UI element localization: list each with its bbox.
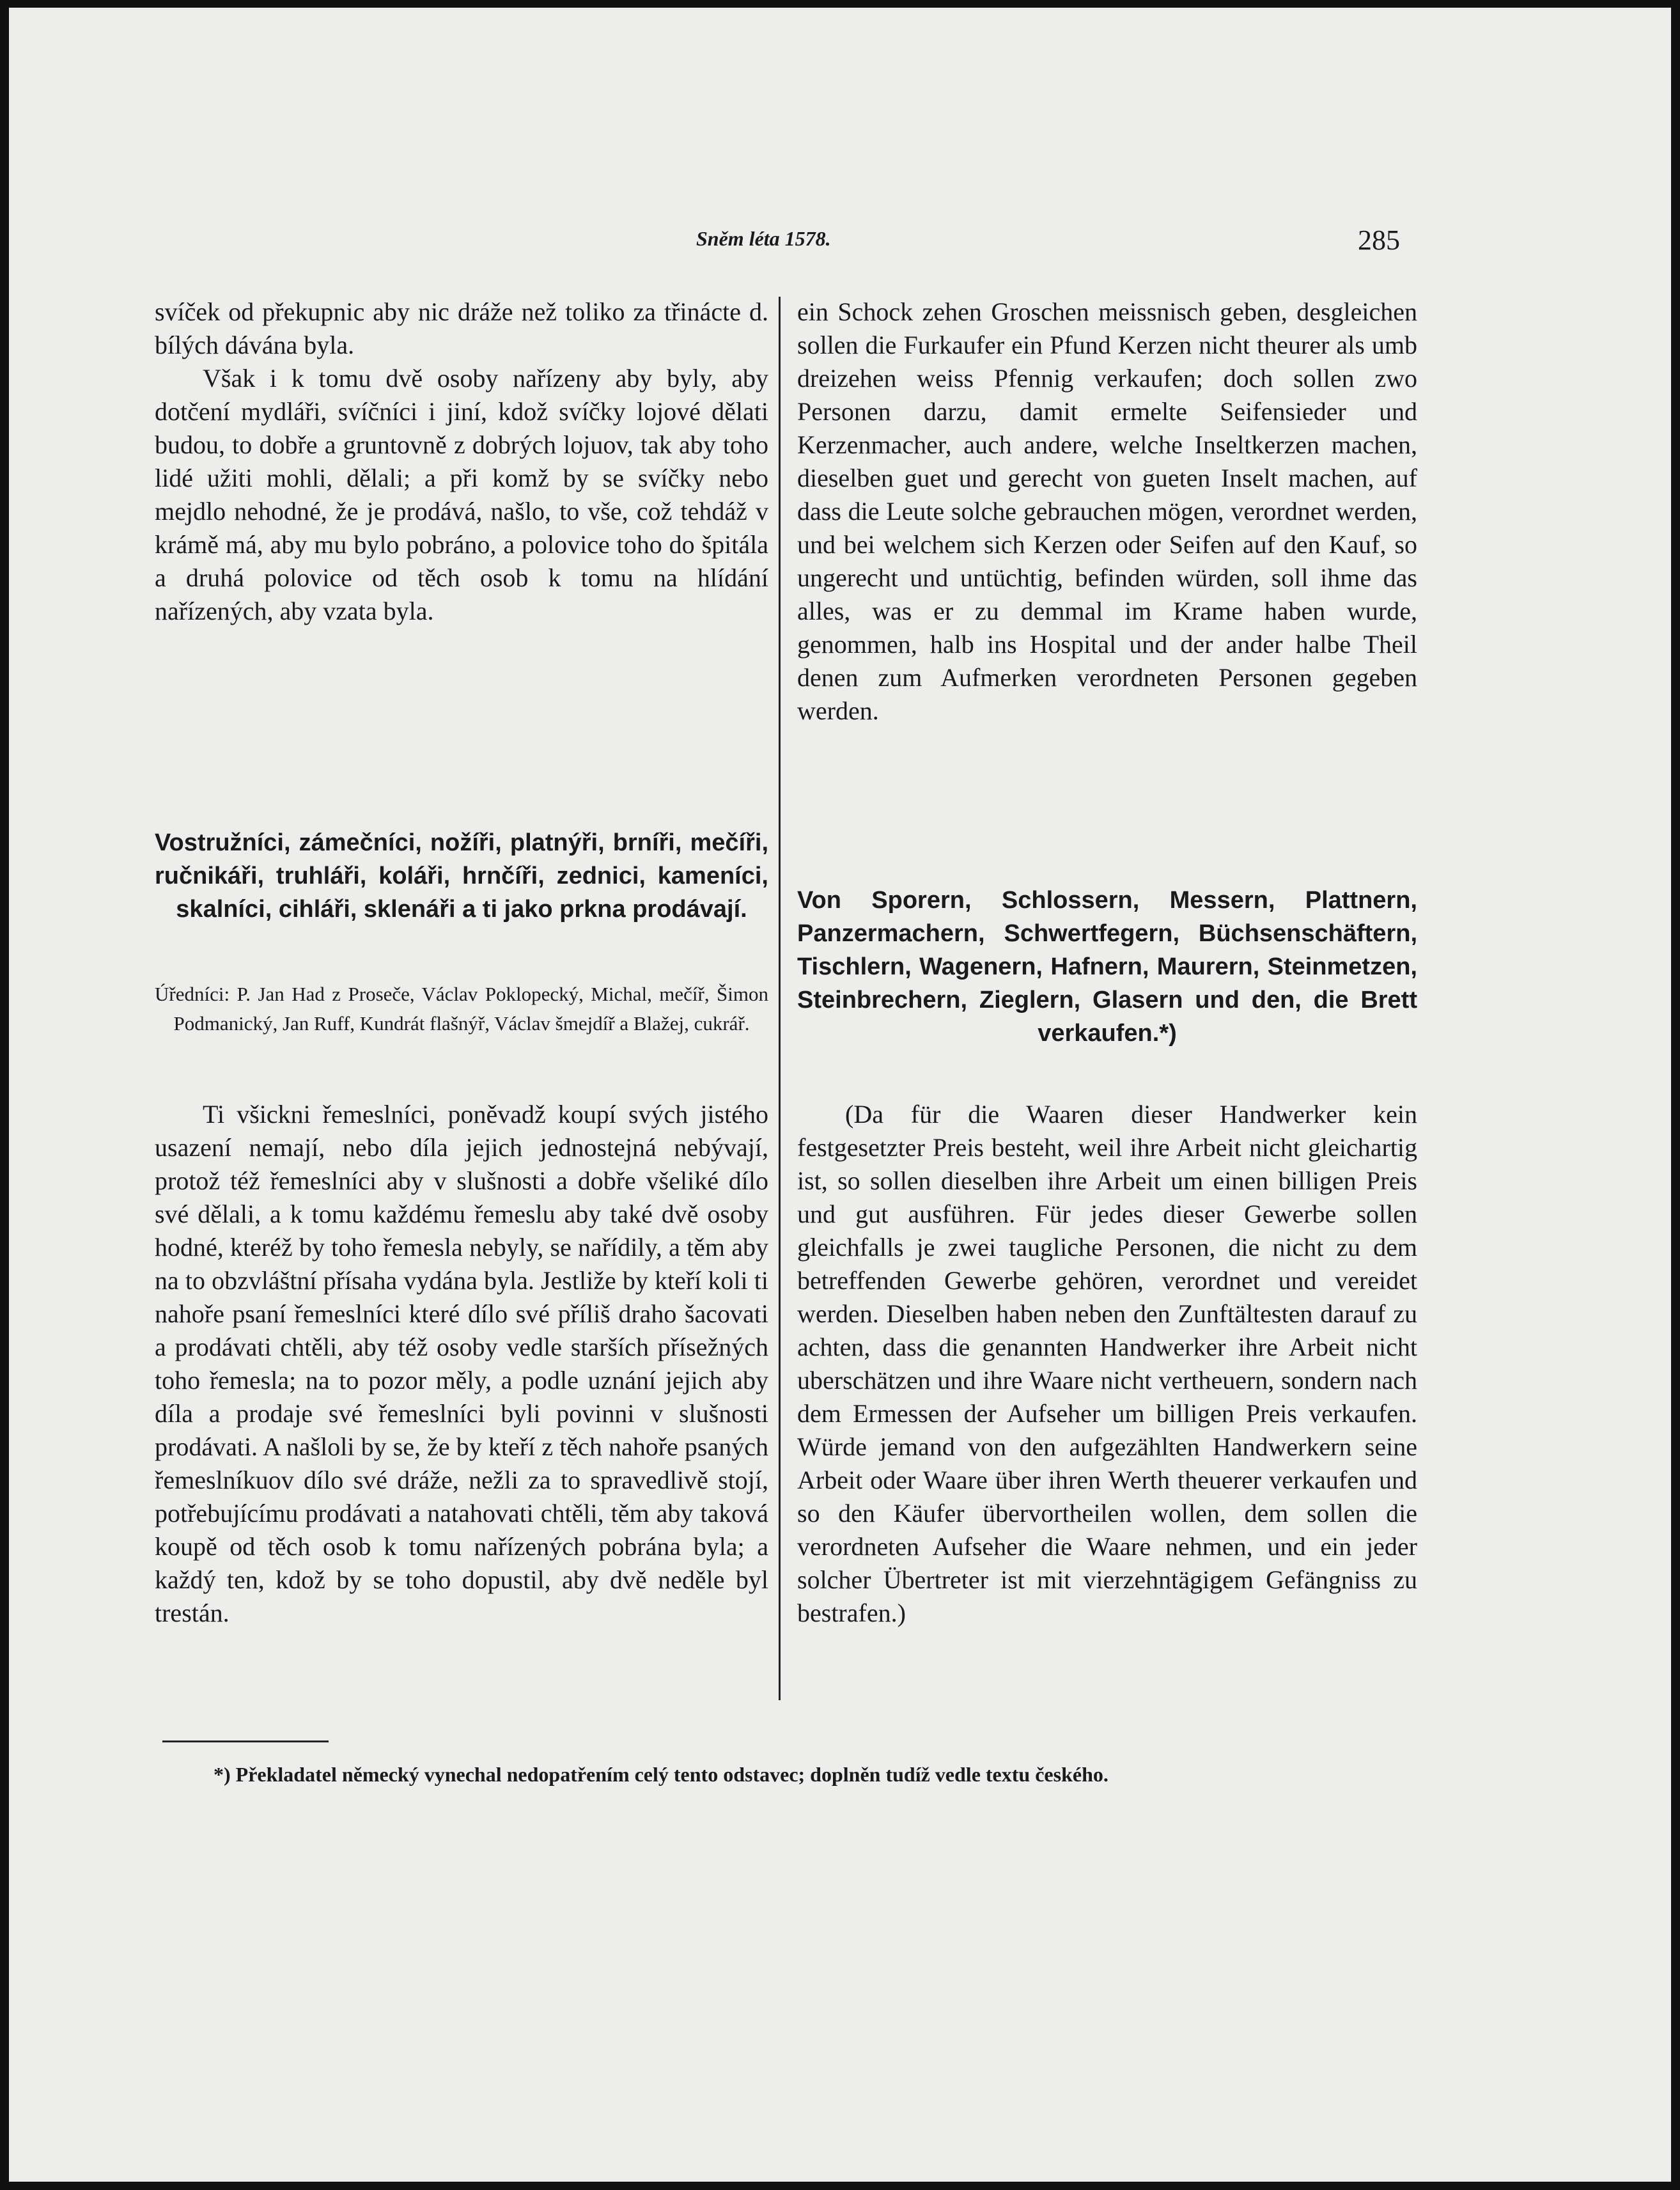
- footnote: *) Překladatel německý vynechal nedopatřením celý tento odstavec; doplněn tudíž vedle textu českého.: [214, 1763, 1108, 1786]
- left-body-text: Ti všickni řemeslníci, poněvadž koupí svých jistého usazení nemají, nebo díla jejich jednostejná nebývají, protož též řemeslníci aby v slušnosti a dobře všeliké dílo své dělali, a k tomu každému řemeslu aby také dvě osoby hodné, kteréž by toho řemesla nebyly, se nařídily, a těm aby na to obzvláštní přísaha vydána byla. Jestliže by kteří koli ti nahoře psaní řemeslníci které dílo své příliš draho šacovati a prodávati chtěli, aby též osoby vedle starších přísežných toho řemesla; na to pozor měly, a podle uznání jejich aby díla a prodaje své řemeslníci byli povinni v slušnosti prodávati. A našloli by se, že by kteří z těch nahoře psaných řemeslníkuov dílo své dráže, nežli za to spravedlivě stojí, potřebujícímu prodávati a natahovati chtěli, těm aby taková koupě od těch osob k tomu nařízených pobrána byla; a každý ten, kdož by se toho dopustil, aby dvě neděle byl trestán.: [155, 1100, 768, 1627]
- right-paragraph-1: ein Schock zehen Groschen meissnisch geben, desgleichen sollen die Furkaufer ein Pfund Kerzen nicht theurer als umb dreizehen weiss Pfennig verkaufen; doch sollen zwo Personen darzu, damit ermelte Seifensieder und Kerzenmacher, auch andere, welche Inseltkerzen machen, dieselben guet und gerecht von gueten Inselt machen, auf dass die Leute solche gebrauchen mögen, verordnet werden, und bei welchem sich Kerzen oder Seifen auf den Kauf, so ungerecht und untüchtig, befinden würden, soll ihme das alles, was er zu demmal im Krame haben wurde, genommen, halb ins Hospital und der ander halbe Theil denen zum Aufmerken verordneten Personen gegeben werden.: [797, 297, 1417, 725]
- right-top-text: [797, 295, 1417, 728]
- left-section: [155, 826, 768, 926]
- page: [9, 8, 1671, 2182]
- right-section-title: Von Sporern, Schlossern, Messern, Plattnern, Panzermachern, Schwertfegern, Büchsenschäftern, Tischlern, Wagenern, Hafnern, Maurern, Steinmetzen, Steinbrechern, Zieglern, Glasern und den, die Brett verkaufen.*): [797, 887, 1417, 1047]
- scanned-page: [9, 8, 1671, 2182]
- right-body-block: [797, 1098, 1417, 1630]
- left-officials-block: [155, 980, 768, 1038]
- column-divider: [779, 297, 781, 1700]
- left-body-block: [155, 1098, 768, 1630]
- right-section: [797, 884, 1417, 1050]
- page-number: 285: [1358, 224, 1400, 256]
- left-paragraph-2: Však i k tomu dvě osoby nařízeny aby byly, aby dotčení mydláři, svíčníci i jiní, kdož svíčky lojové dělati budou, to dobře a gruntovně z dobrých lojuov, tak aby toho lidé užiti mohli, dělali; a při komž by se svíčky nebo mejdlo nehodné, že je prodává, našlo, to vše, což tehdáž v krámě má, aby mu bylo pobráno, a polovice toho do špitála a druhá polovice od těch osob k tomu na hlídání nařízených, aby vzata byla.: [155, 364, 768, 625]
- left-officials: Úředníci: P. Jan Had z Proseče, Václav Poklopecký, Michal, mečíř, Šimon Podmanický, Jan Ruff, Kundrát flašnýř, Václav šmejdíř a Blažej, cukrář.: [155, 983, 768, 1035]
- running-header: Sněm léta 1578.: [696, 227, 831, 250]
- left-paragraph-1: svíček od překupnic aby nic dráže než toliko za třinácte d. bílých dávána byla.: [155, 297, 768, 359]
- right-body-text: (Da für die Waaren dieser Handwerker kein festgesetzter Preis besteht, weil ihre Arbeit nicht gleichartig ist, so sollen dieselben ihre Arbeit um einen billigen Preis und gut ausführen. Für jedes dieser Gewerbe sollen gleichfalls je zwei taugliche Personen, die nicht zu dem betreffenden Gewerbe gehören, verordnet und vereidet werden. Dieselben haben neben den Zunftältesten darauf zu achten, dass die genannten Handwerker ihre Arbeit nicht uberschätzen und ihre Waare nicht vertheuern, sondern nach dem Ermessen der Aufseher um billigen Preis verkaufen. Würde jemand von den aufgezählten Handwerkern seine Arbeit oder Waare über ihren Werth theuerer verkaufen und so den Käufer übervortheilen wollen, dem sollen die verordneten Aufseher die Waare nehmen, und ein jeder solcher Übertreter ist mit vierzehntägigem Gefängniss zu bestrafen.): [797, 1100, 1417, 1627]
- footnote-rule: [162, 1740, 329, 1742]
- left-section-title: Vostružníci, zámečníci, nožíři, platnýři, brníři, mečíři, ručnikáři, truhláři, koláři, hrnčíři, zednici, kameníci, skalníci, cihláři, sklenáři a ti jako prkna prodávají.: [155, 829, 768, 923]
- left-top-text: [155, 295, 768, 628]
